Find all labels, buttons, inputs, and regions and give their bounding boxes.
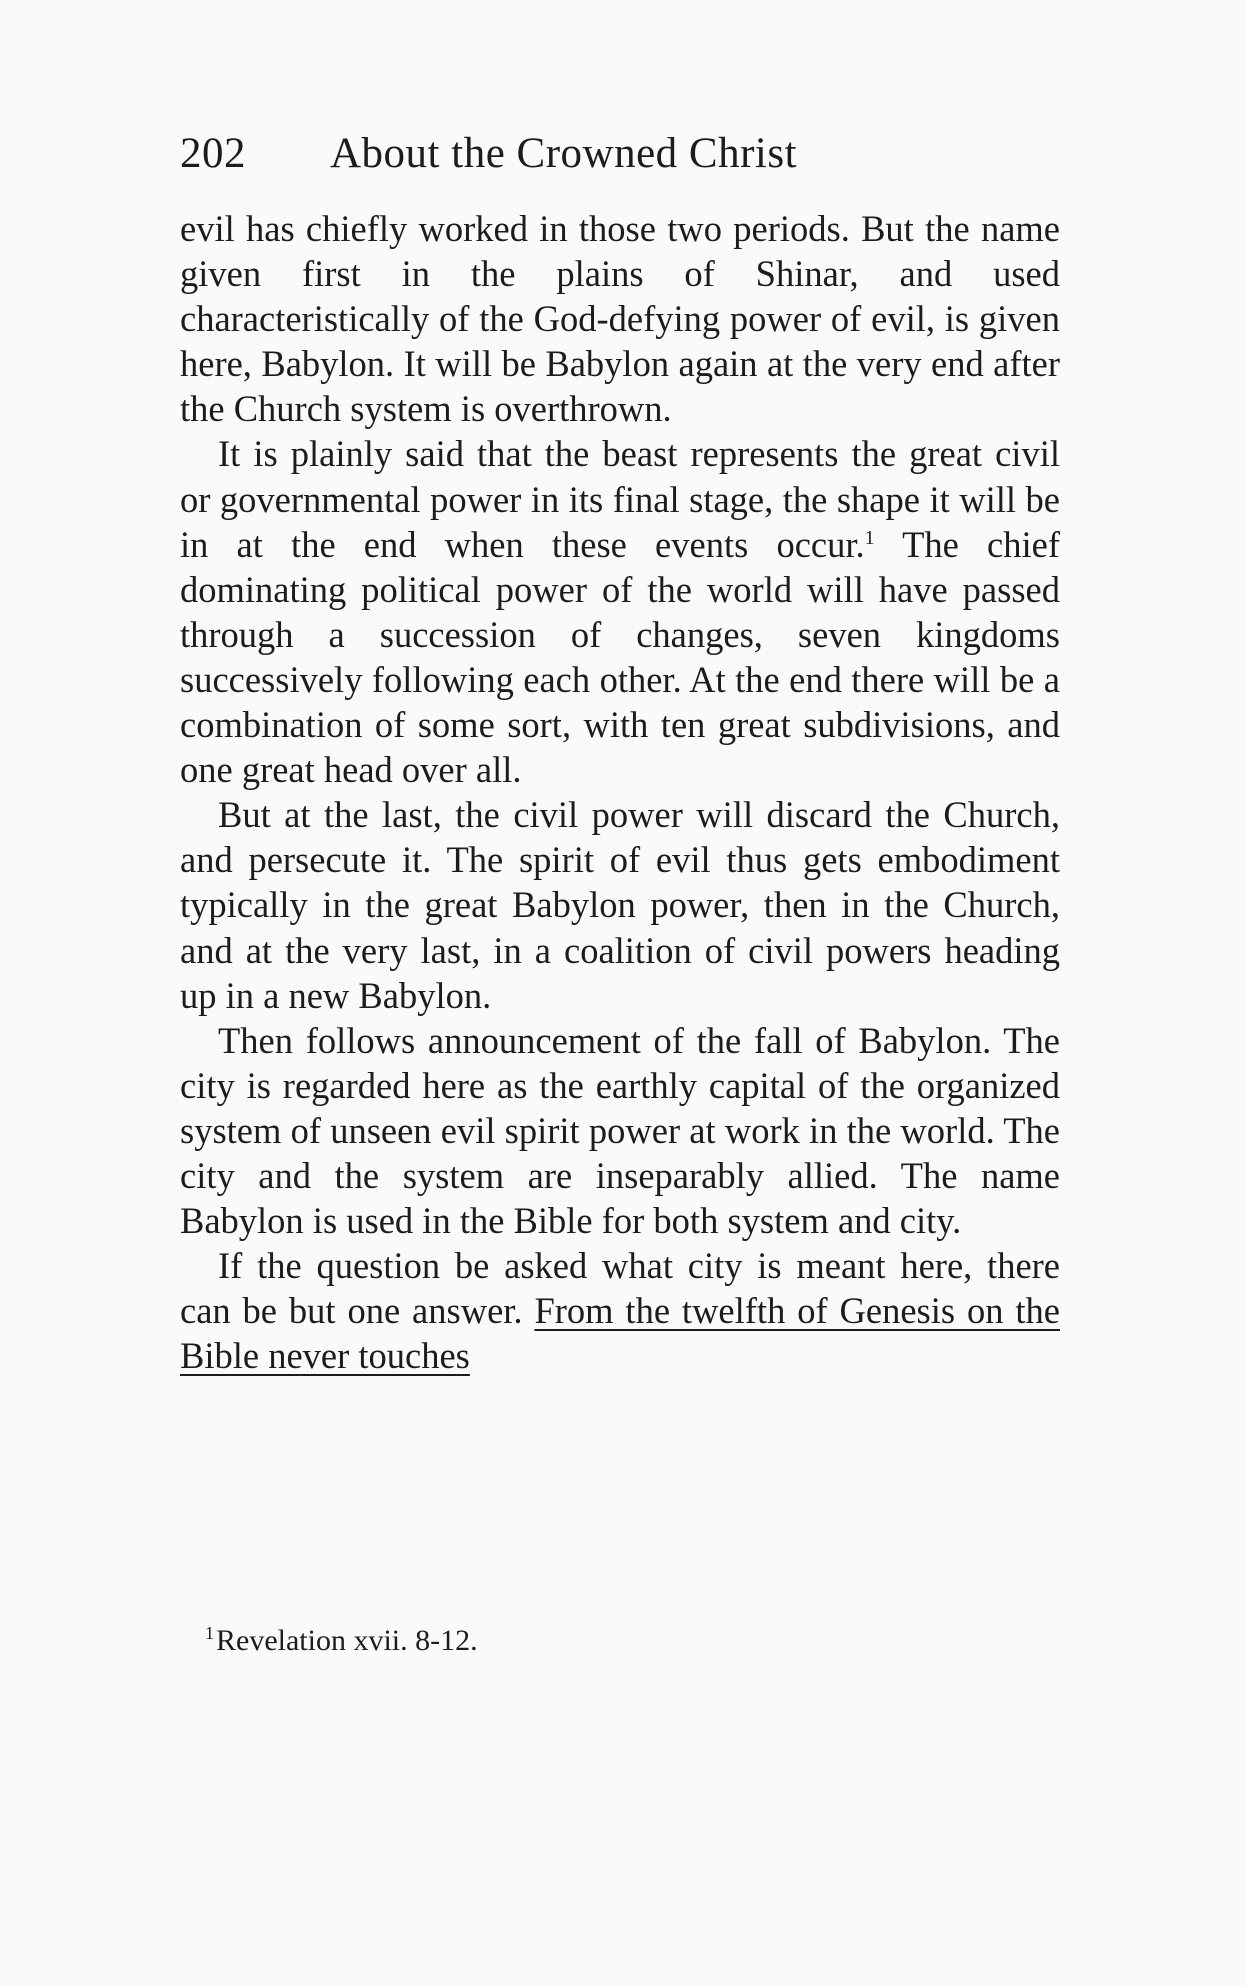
running-title: About the Crowned Christ	[330, 130, 798, 177]
handwritten-underline-mark: From the twelfth of Genesis on the Bible never touches	[180, 1290, 1060, 1377]
paragraph-5	[180, 1243, 1060, 1378]
paragraph-1: evil has chiefly worked in those two periods. But the name given first in the plains of Shinar, and used characteristically of the God-defying power of evil, is given here, Babylon. It will be Babylon again at the very end after the Church system is overthrown.	[180, 208, 1060, 430]
paragraph-2-text-a: It is plainly said that the beast represents the great civil or governmental power in its final stage, the shape it will be in at the end when these events occur.	[180, 433, 1060, 565]
footnote	[205, 1622, 1045, 1660]
paragraph-2-text-b: The chief dominating political power of the world will have passed through a succession of changes, seven kingdoms successively following each other. At the end there will be a combination of some sort, with ten great subdivisions, and one great head over all.	[180, 523, 1060, 791]
paragraph-3: But at the last, the civil power will discard the Church, and persecute it. The spirit of evil thus gets embodiment typically in the great Babylon power, then in the Church, and at the very last, in a coalition of civil powers heading up in a new Babylon.	[180, 794, 1060, 1016]
page-number: 202	[180, 130, 246, 177]
running-header	[180, 128, 1060, 180]
paragraph-4: Then follows announcement of the fall of Babylon. The city is regarded here as the earthly capital of the organized system of unseen evil spirit power at work in the world. The city and the system are inseparably allied. The name Babylon is used in the Bible for both system and city.	[180, 1019, 1060, 1242]
paragraph-2	[180, 431, 1060, 792]
footnote-reference: 1	[864, 526, 875, 549]
paragraph-5-text: If the question be asked what city is meant here, there can be but one answer.	[180, 1245, 1060, 1332]
footnote-text: Revelation xvii. 8-12.	[216, 1624, 478, 1657]
body-text	[180, 206, 1060, 1378]
footnote-marker: 1	[205, 1623, 214, 1643]
